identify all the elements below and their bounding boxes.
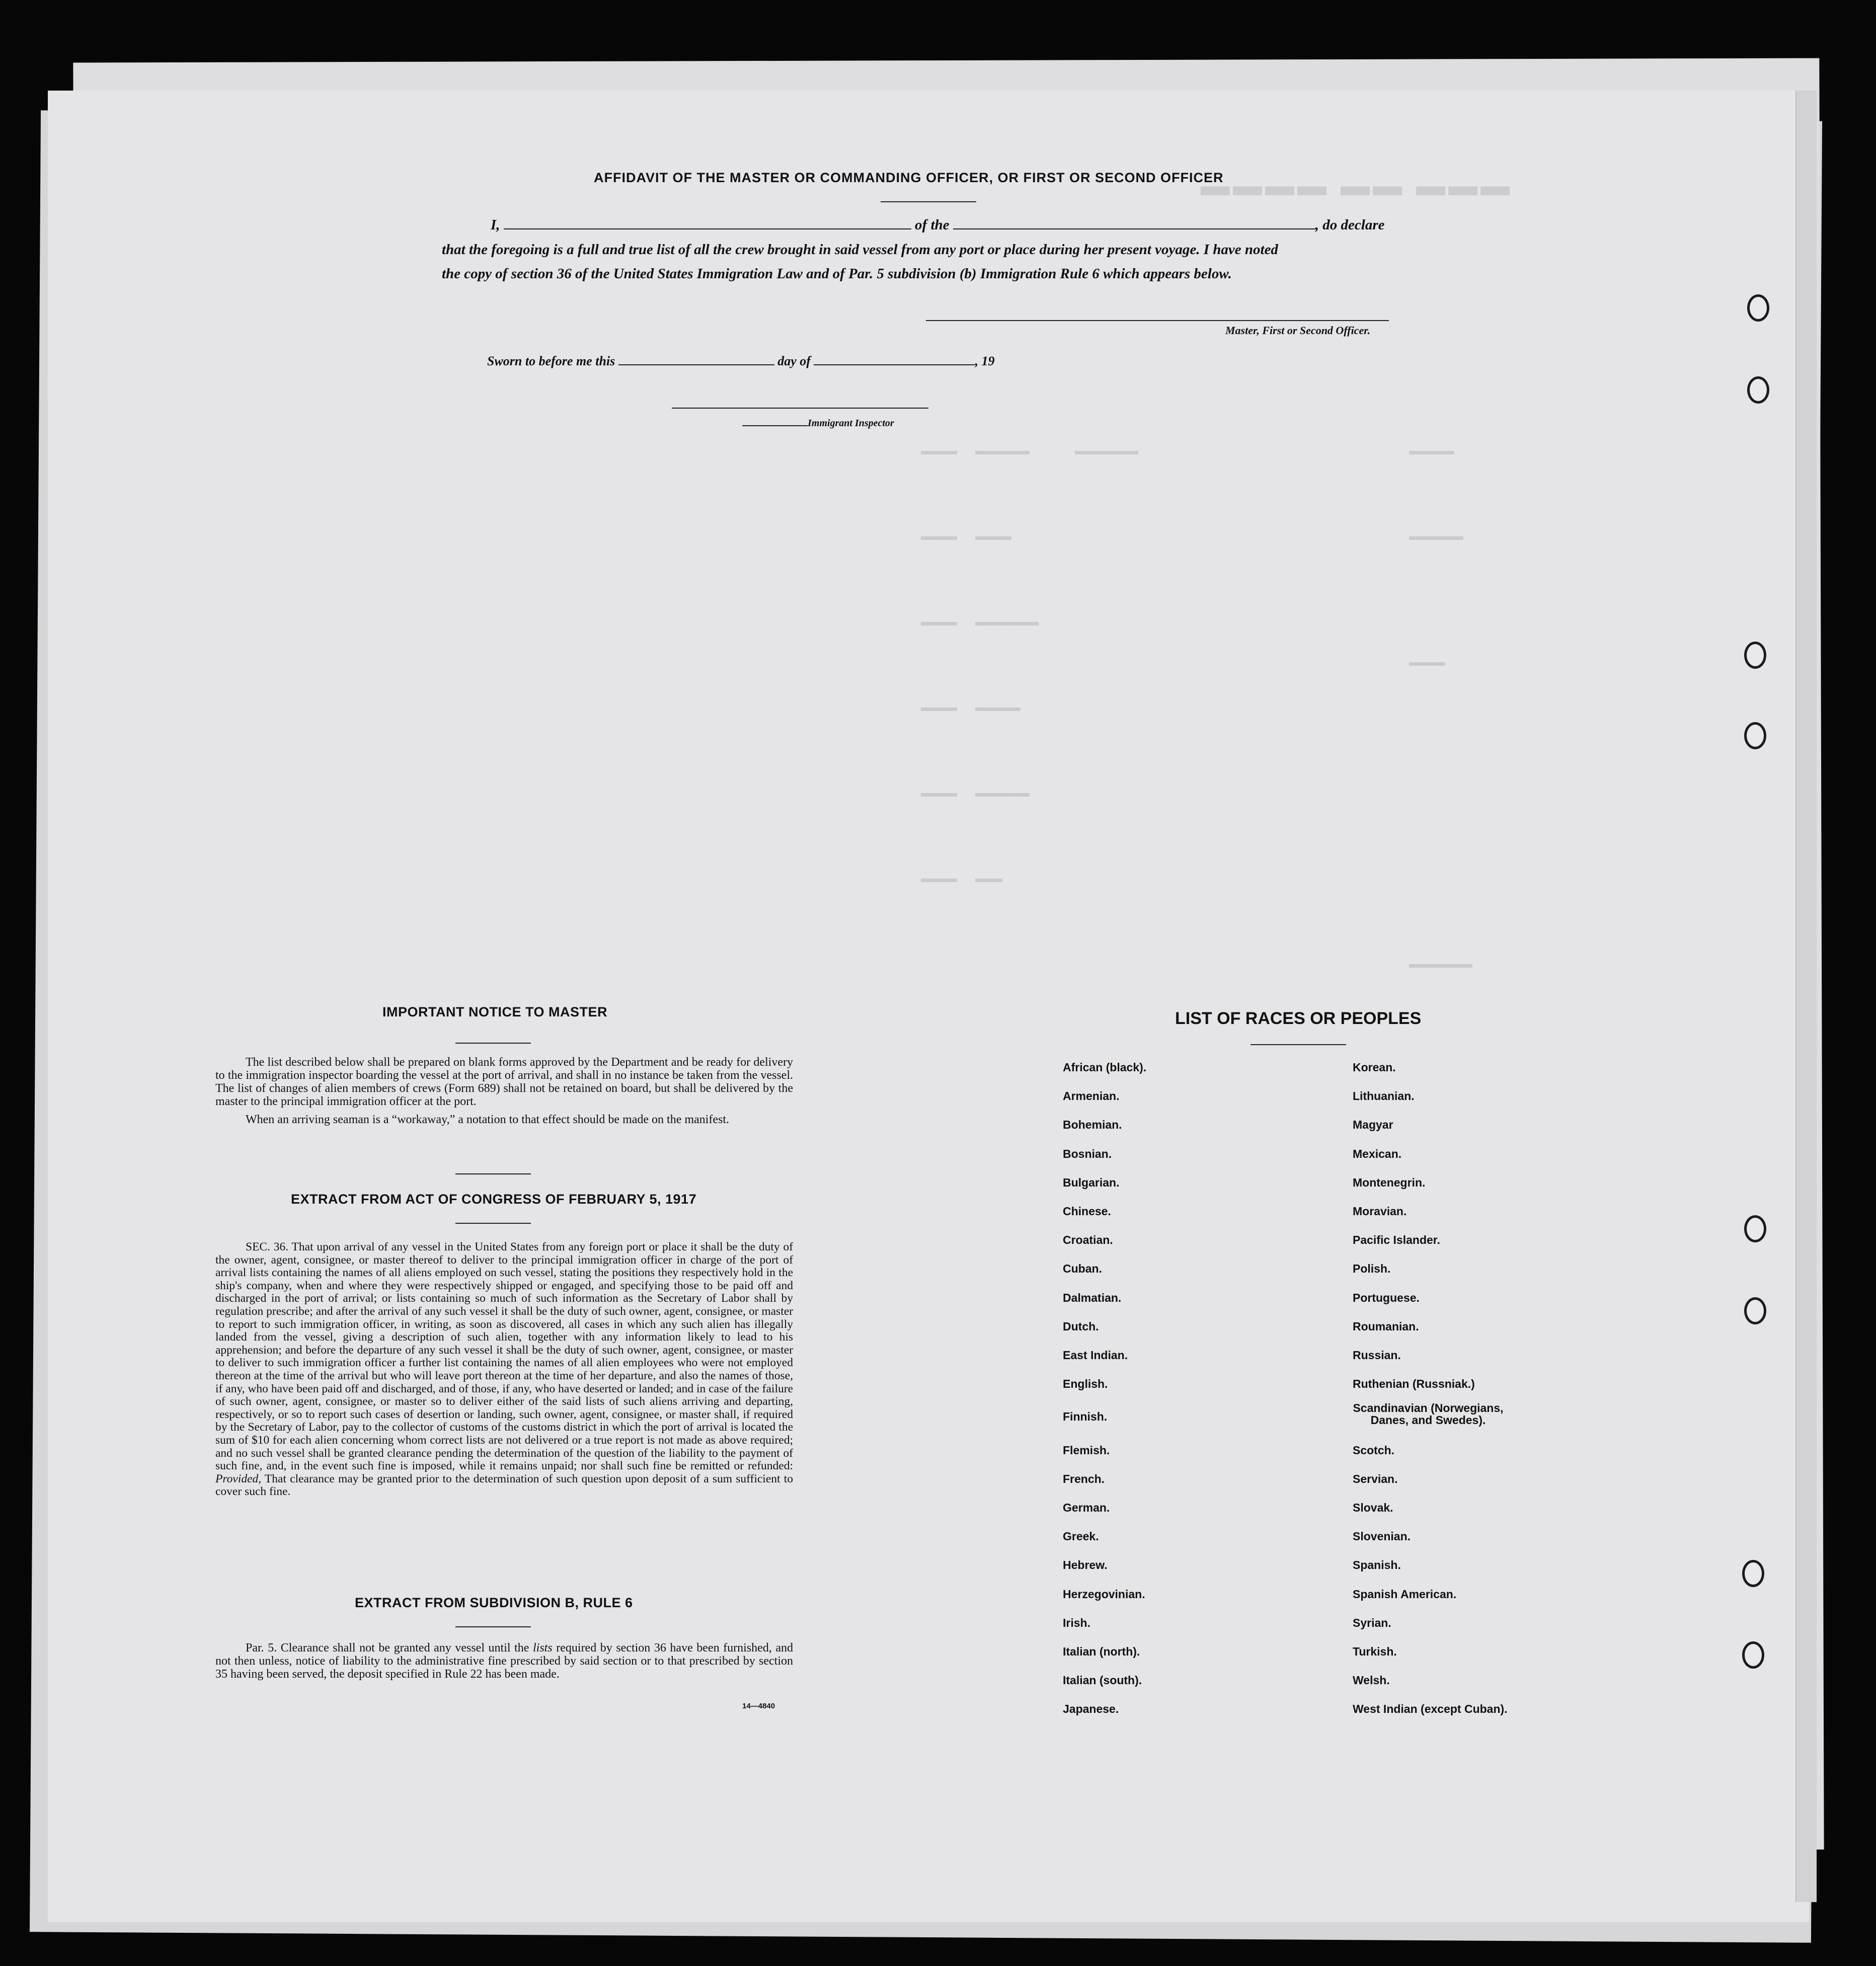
sworn-day-blank[interactable] (618, 352, 774, 365)
race-item: Japanese. (1063, 1702, 1119, 1715)
race-item: Welsh. (1353, 1674, 1390, 1687)
race-item: Lithuanian. (1353, 1089, 1415, 1103)
rule-text-start: Par. 5. Clearance shall not be granted any vessel until the (246, 1641, 529, 1655)
race-item: Flemish. (1063, 1444, 1110, 1457)
show-through-text: ▬▬▬▬▬▬▬ (1409, 956, 1473, 973)
race-item: German. (1063, 1501, 1110, 1514)
notice-paragraph: When an arriving seaman is a “workaway,” a notation to that effect should be made on the manifest. (246, 1113, 729, 1126)
binder-hole-icon (1744, 722, 1766, 749)
race-item: Greek. (1063, 1530, 1099, 1543)
race-item: Bosnian. (1063, 1147, 1112, 1160)
race-item: Italian (north). (1063, 1645, 1140, 1658)
show-through-text: ▬▬▬▬ ▬▬▬▬▬▬ ▬▬▬▬▬▬▬ (921, 443, 1139, 460)
show-through-text: ▬▬▬▬ ▬▬▬▬▬▬▬ (921, 614, 1039, 631)
race-item: Korean. (1353, 1061, 1396, 1074)
binder-hole-icon (1744, 1215, 1766, 1242)
race-item: Irish. (1063, 1616, 1090, 1629)
binder-hole-icon (1742, 1560, 1764, 1587)
race-item: Roumanian. (1353, 1320, 1419, 1333)
race-item: Portuguese. (1353, 1291, 1420, 1304)
act-proviso-word: Provided, (215, 1472, 262, 1485)
race-item: Finnish. (1063, 1410, 1108, 1423)
act-paragraph (215, 1241, 793, 1499)
inspector-label (742, 418, 894, 429)
race-item: French. (1063, 1472, 1105, 1485)
affidavit-title: AFFIDAVIT OF THE MASTER OR COMMANDING OFFICER, OR FIRST OR SECOND OFFICER (594, 170, 1224, 185)
race-item: East Indian. (1063, 1349, 1128, 1362)
notice-paragraph: The list described below shall be prepared on blank forms approved by the Department and be ready for delivery to the immigration inspector boarding the vessel at the port of arrival, and shall in no instance be taken from the vessel. The list of changes of alien members of crews (Form 689) shall not be retained on board, but shall be delivered by the master to the principal immigration officer at the port. (215, 1056, 793, 1108)
section-divider (455, 1626, 531, 1627)
race-item: Croatian. (1063, 1233, 1113, 1246)
race-item: Spanish. (1353, 1558, 1401, 1571)
affidavit-declaration-line (491, 216, 1384, 233)
binder-hole-icon (1747, 294, 1769, 322)
race-item: Moravian. (1353, 1205, 1407, 1218)
affidavit-text-line: the copy of section 36 of the United States Immigration Law and of Par. 5 subdivision (b) Immigration Rule 6 which appears below. (442, 266, 1232, 282)
show-through-text: ▬▬▬▬ ▬▬▬▬ (921, 528, 1012, 545)
race-item: Chinese. (1063, 1205, 1111, 1218)
show-through-text: ▬▬▬▬ ▬▬▬▬▬ (921, 699, 1021, 717)
show-through-text: ▬▬▬▬ (1409, 654, 1446, 671)
race-item: Polish. (1353, 1262, 1391, 1275)
rule-text-end: required by section 36 have been furnished, and not then unless, notice of liability to the administrative fine prescribed by said section or to that prescribed by section 35 having been served, the deposit specified in Rule 22 has been made. (215, 1641, 794, 1681)
section-divider (455, 1223, 531, 1224)
rule-title: EXTRACT FROM SUBDIVISION B, RULE 6 (355, 1595, 633, 1610)
form-number: 14—4840 (742, 1702, 775, 1710)
race-item: Slovenian. (1353, 1530, 1411, 1543)
notice-title: IMPORTANT NOTICE TO MASTER (382, 1004, 607, 1019)
race-item: Bulgarian. (1063, 1176, 1120, 1189)
race-item: African (black). (1063, 1061, 1147, 1074)
race-item: Cuban. (1063, 1262, 1102, 1275)
day-of-label: day of (777, 354, 811, 368)
race-item: Scandinavian (Norwegians, Danes, and Swedes). (1353, 1401, 1504, 1427)
show-through-text: ▬▬▬▬▬ (1409, 443, 1455, 460)
year-label: , 19 (975, 354, 995, 368)
affidavit-text-line: that the foregoing is a full and true list of all the crew brought in said vessel from any port or place during her present voyage. I have noted (442, 242, 1278, 258)
affidavit-declare-label: , do declare (1315, 217, 1385, 233)
race-item: Ruthenian (Russniak.) (1353, 1377, 1475, 1390)
show-through-text: ▬▬▬▬ ▬▬▬ (921, 871, 1003, 888)
race-item: Turkish. (1353, 1645, 1397, 1658)
inspector-signature-line[interactable] (672, 408, 928, 409)
rule-body (215, 1641, 793, 1681)
master-name-blank[interactable] (504, 216, 911, 229)
binder-hole-icon (1747, 376, 1769, 404)
race-item: English. (1063, 1377, 1108, 1390)
section-divider (455, 1043, 531, 1044)
race-item: Bohemian. (1063, 1118, 1122, 1131)
show-through-text: ▬▬▬▬ ▬▬▬▬▬▬ (921, 785, 1030, 802)
race-item: Slovak. (1353, 1501, 1393, 1514)
rule-paragraph (215, 1641, 793, 1681)
inspector-label-text: Immigrant Inspector (808, 418, 894, 429)
race-item: Dalmatian. (1063, 1291, 1122, 1304)
affidavit-i-label: I, (491, 217, 500, 233)
show-through-text: ▬▬▬▬▬▬ (1409, 528, 1464, 545)
vessel-name-blank[interactable] (953, 216, 1315, 229)
section-divider (1250, 1044, 1346, 1045)
binder-hole-icon (1744, 1297, 1766, 1324)
sworn-month-blank[interactable] (814, 352, 975, 365)
binder-hole-icon (1742, 1641, 1764, 1669)
section-divider (455, 1173, 531, 1174)
race-item: Armenian. (1063, 1089, 1120, 1103)
races-title: LIST OF RACES OR PEOPLES (1175, 1009, 1422, 1028)
act-proviso-text: That clearance may be granted prior to the determination of such question upon deposit of a sum sufficient to cover such fine. (215, 1472, 793, 1499)
race-item: Herzegovinian. (1063, 1588, 1145, 1601)
race-item: Russian. (1353, 1349, 1401, 1362)
race-item: Servian. (1353, 1472, 1398, 1485)
race-item: Italian (south). (1063, 1674, 1142, 1687)
sworn-line (487, 352, 994, 369)
act-text: SEC. 36. That upon arrival of any vessel in the United States from any foreign port or place it shall be the duty of the owner, agent, consignee, or master thereof to deliver to the principal immigration officer in charge of the port of arrival lists containing the names of all aliens employed on such vessel, stating the positions they respectively hold in the ship's company, when and where they were respectively shipped or engaged, and specifying those to be paid off and discharged in the port of arrival; or lists containing so much of such information as the Secretary of Labor shall by regulation prescribe; and after the arrival of any such vessel it shall be the duty of such owner, agent, consignee, or master to report to such immigration officer, in writing, as soon as discovered, all cases in which any such alien has illegally landed from the vessel, giving a description of such alien, together with any information likely to lead to his apprehension; and before the departure of any such vessel it shall be the duty of such owner, agent, consignee, or master to deliver to such immigration officer a further list containing the names of all alien employees who were not employed thereon at the time of the arrival but who will leave port thereon at the time of her departure, and also the names of those, if any, who have been paid off and discharged, and of those, if any, who have deserted or landed; and in case of the failure of such owner, agent, consignee, or master so to deliver either of the said lists of such aliens arriving and departing, respectively, or so to report such cases of desertion or landing, such owner, agent, consignee, or master shall, if required by the Secretary of Labor, pay to the collector of customs of the customs district in which the port of arrival is located the sum of $10 for each alien concerning whom correct lists are not delivered or a true report is not made as above required; and no such vessel shall be granted clearance pending the determination of the question of the liability to the payment of such fine, and, in the event such fine is imposed, while it remains unpaid; nor shall such fine be remitted or refunded: (215, 1240, 793, 1473)
inspector-label-rule (742, 418, 808, 426)
race-item: Hebrew. (1063, 1558, 1108, 1571)
race-item: Syrian. (1353, 1616, 1391, 1629)
race-item: Mexican. (1353, 1147, 1402, 1160)
race-item: Pacific Islander. (1353, 1233, 1440, 1246)
page-edge (1795, 91, 1817, 1902)
act-body (215, 1241, 793, 1499)
affidavit-of-the-label: of the (915, 217, 950, 233)
title-divider (881, 201, 976, 202)
race-item: West Indian (except Cuban). (1353, 1702, 1508, 1715)
sworn-label: Sworn to before me this (487, 354, 615, 368)
binder-hole-icon (1744, 642, 1766, 669)
notice-body (215, 1056, 793, 1126)
rule-text-lists: lists (533, 1641, 553, 1655)
signature-label: Master, First or Second Officer. (1225, 324, 1371, 337)
act-title: EXTRACT FROM ACT OF CONGRESS OF FEBRUARY 5, 1917 (291, 1192, 697, 1207)
race-item: Scotch. (1353, 1444, 1395, 1457)
signature-line[interactable] (926, 320, 1389, 321)
show-through-heading: ▬▬▬ ▬▬ ▬▬▬▬ (1198, 169, 1510, 202)
race-item: Dutch. (1063, 1320, 1099, 1333)
race-item: Montenegrin. (1353, 1176, 1426, 1189)
race-item: Magyar (1353, 1118, 1393, 1131)
race-item: Spanish American. (1353, 1588, 1457, 1601)
